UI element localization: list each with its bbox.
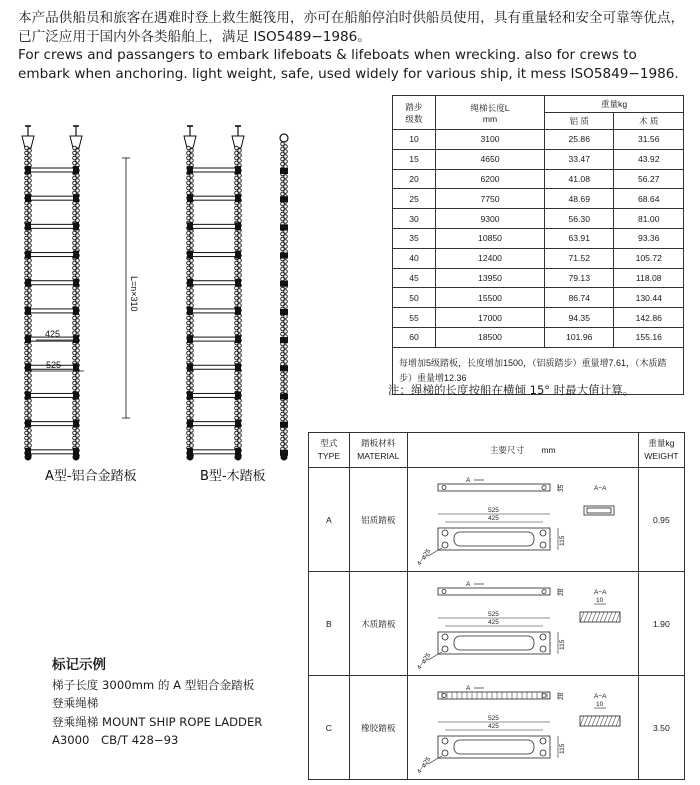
svg-text:A: A xyxy=(465,684,471,692)
svg-text:A−A: A−A xyxy=(593,588,607,596)
weight-cell: 0.95 xyxy=(638,468,684,572)
svg-text:115: 115 xyxy=(558,743,566,754)
table-cell: 4650 xyxy=(436,149,545,169)
table-cell: 40 xyxy=(393,248,436,268)
table-cell: 13950 xyxy=(436,268,545,288)
svg-text:115: 115 xyxy=(558,639,566,650)
table-cell: 6200 xyxy=(436,169,545,189)
table-footnote: 注：绳梯的长度按船在横倾 15° 时最大值计算。 xyxy=(388,383,635,397)
header-dimensions: 主要尺寸 mm xyxy=(407,433,638,468)
table-cell: 50 xyxy=(393,288,436,308)
table-cell: 55 xyxy=(393,308,436,328)
step-drawing xyxy=(408,470,638,570)
table-cell: 79.13 xyxy=(545,268,614,288)
table-cell: 15500 xyxy=(436,288,545,308)
svg-text:28: 28 xyxy=(557,692,565,700)
table-cell: 10 xyxy=(393,130,436,150)
table-cell: 81.00 xyxy=(614,209,684,229)
svg-text:A−A: A−A xyxy=(593,484,607,492)
table-cell: 94.35 xyxy=(545,308,614,328)
svg-text:28: 28 xyxy=(557,588,565,596)
table-cell: 41.08 xyxy=(545,169,614,189)
table-cell: 31.56 xyxy=(614,130,684,150)
header-wood: 木 质 xyxy=(614,113,684,130)
section-view xyxy=(580,716,620,726)
dim-length-label: L=n×310 xyxy=(129,276,139,312)
svg-text:A: A xyxy=(465,580,471,588)
header-aluminium: 铝 质 xyxy=(545,113,614,130)
step-plan-view xyxy=(438,632,550,654)
intro-text xyxy=(18,9,688,83)
marking-line-2: 登乘绳梯 xyxy=(52,696,99,710)
table-cell: 105.72 xyxy=(614,248,684,268)
type-table xyxy=(308,432,685,780)
svg-text:425: 425 xyxy=(487,514,499,522)
svg-text:115: 115 xyxy=(558,535,566,546)
header-length: 绳梯长度L mm xyxy=(436,96,545,130)
svg-text:A: A xyxy=(465,476,471,484)
table-cell: 3100 xyxy=(436,130,545,150)
material-cell: 铝质踏板 xyxy=(349,468,407,572)
type-row xyxy=(309,572,685,676)
table-cell: 130.44 xyxy=(614,288,684,308)
marking-example xyxy=(52,656,262,750)
svg-text:10: 10 xyxy=(595,700,603,708)
step-drawing xyxy=(408,678,638,778)
svg-text:35: 35 xyxy=(557,484,565,492)
svg-text:525: 525 xyxy=(487,610,499,618)
ladder-length-dimension xyxy=(122,158,139,418)
table-cell: 43.92 xyxy=(614,149,684,169)
table-cell: 60 xyxy=(393,327,436,347)
table-cell: 33.47 xyxy=(545,149,614,169)
caption-type-a: A型-铝合金踏板 xyxy=(45,469,137,484)
caption-type-b: B型-木踏板 xyxy=(200,469,266,484)
dim-525-label: 525 xyxy=(46,360,62,370)
table-cell: 142.86 xyxy=(614,308,684,328)
table-row xyxy=(393,308,684,328)
header-weight: 重量kg xyxy=(545,96,684,113)
table-cell: 56.30 xyxy=(545,209,614,229)
table-row xyxy=(393,327,684,347)
svg-text:4−ø25: 4−ø25 xyxy=(415,651,433,671)
table-cell: 155.16 xyxy=(614,327,684,347)
svg-text:425: 425 xyxy=(487,618,499,626)
table-row xyxy=(393,189,684,209)
table-cell: 7750 xyxy=(436,189,545,209)
section-view xyxy=(584,506,614,515)
drawing-cell xyxy=(407,676,638,780)
weight-cell: 3.50 xyxy=(638,676,684,780)
table-cell: 20 xyxy=(393,169,436,189)
dim-425-label: 425 xyxy=(45,329,61,339)
table-row xyxy=(393,149,684,169)
svg-text:425: 425 xyxy=(487,722,499,730)
ladder-type-b-side-view xyxy=(280,134,288,461)
table-cell: 30 xyxy=(393,209,436,229)
material-cell: 橡胶踏板 xyxy=(349,676,407,780)
table-row xyxy=(393,130,684,150)
header-steps: 踏步 级数 xyxy=(393,96,436,130)
svg-text:4−ø25: 4−ø25 xyxy=(415,547,433,567)
table-cell: 93.36 xyxy=(614,228,684,248)
svg-text:525: 525 xyxy=(487,714,499,722)
step-front-view xyxy=(438,588,550,595)
drawing-cell xyxy=(407,468,638,572)
length-table-note: 每增加5级踏板，长度增加1500，（铝质踏步）重量增7.61，（木质踏步）重量增12.36 xyxy=(393,347,684,394)
marking-line-1: 梯子长度 3000mm 的 A 型铝合金踏板 xyxy=(52,677,255,692)
table-row xyxy=(393,209,684,229)
table-cell: 10850 xyxy=(436,228,545,248)
step-front-view xyxy=(438,692,550,699)
table-row xyxy=(393,268,684,288)
type-row xyxy=(309,676,685,780)
svg-text:10: 10 xyxy=(595,596,603,604)
table-row xyxy=(393,248,684,268)
length-weight-table xyxy=(392,95,684,395)
section-view xyxy=(580,612,620,622)
svg-text:4−ø25: 4−ø25 xyxy=(415,755,433,775)
marking-line-4: A3000 CB/T 428−93 xyxy=(52,733,179,747)
table-cell: 71.52 xyxy=(545,248,614,268)
intro-english: For crews and passangers to embark lifeboats & lifeboats when wrecking. also for crews to embark when anchoring. light weight, safe, used widely for various ship, it mess ISO5849−1986. xyxy=(18,47,679,82)
table-row xyxy=(393,228,684,248)
table-cell: 35 xyxy=(393,228,436,248)
table-cell: 25.86 xyxy=(545,130,614,150)
ladder-type-b xyxy=(184,126,244,461)
material-cell: 木质踏板 xyxy=(349,572,407,676)
table-cell: 45 xyxy=(393,268,436,288)
ladder-type-a xyxy=(22,126,82,461)
marking-title: 标记示例 xyxy=(52,657,106,673)
table-cell: 86.74 xyxy=(545,288,614,308)
header-material: 踏板材料 MATERIAL xyxy=(349,433,407,468)
drawing-cell xyxy=(407,572,638,676)
weight-cell: 1.90 xyxy=(638,572,684,676)
table-cell: 63.91 xyxy=(545,228,614,248)
step-plan-view xyxy=(438,528,550,550)
svg-text:A−A: A−A xyxy=(593,692,607,700)
step-front-view xyxy=(438,484,550,491)
step-drawing xyxy=(408,574,638,674)
table-cell: 9300 xyxy=(436,209,545,229)
table-cell: 17000 xyxy=(436,308,545,328)
table-cell: 56.27 xyxy=(614,169,684,189)
step-plan-view xyxy=(438,736,550,758)
table-cell: 18500 xyxy=(436,327,545,347)
table-row xyxy=(393,169,684,189)
table-cell: 48.69 xyxy=(545,189,614,209)
marking-line-3: 登乘绳梯 MOUNT SHIP ROPE LADDER xyxy=(52,714,263,729)
header-type: 型式 TYPE xyxy=(309,433,350,468)
table-cell: 15 xyxy=(393,149,436,169)
table-cell: 101.96 xyxy=(545,327,614,347)
table-cell: 118.08 xyxy=(614,268,684,288)
table-row xyxy=(393,288,684,308)
type-cell: C xyxy=(309,676,350,780)
table-cell: 68.64 xyxy=(614,189,684,209)
type-row xyxy=(309,468,685,572)
intro-chinese: 本产品供船员和旅客在遇难时登上救生艇筏用，亦可在船舶停泊时供船员使用，具有重量轻和安全可靠等优点，已广泛应用于国内外各类船舶上，满足 ISO5489−1986。 xyxy=(18,10,685,45)
header-weight: 重量kg WEIGHT xyxy=(638,433,684,468)
table-cell: 12400 xyxy=(436,248,545,268)
type-cell: A xyxy=(309,468,350,572)
table-cell: 25 xyxy=(393,189,436,209)
svg-text:525: 525 xyxy=(487,506,499,514)
type-cell: B xyxy=(309,572,350,676)
